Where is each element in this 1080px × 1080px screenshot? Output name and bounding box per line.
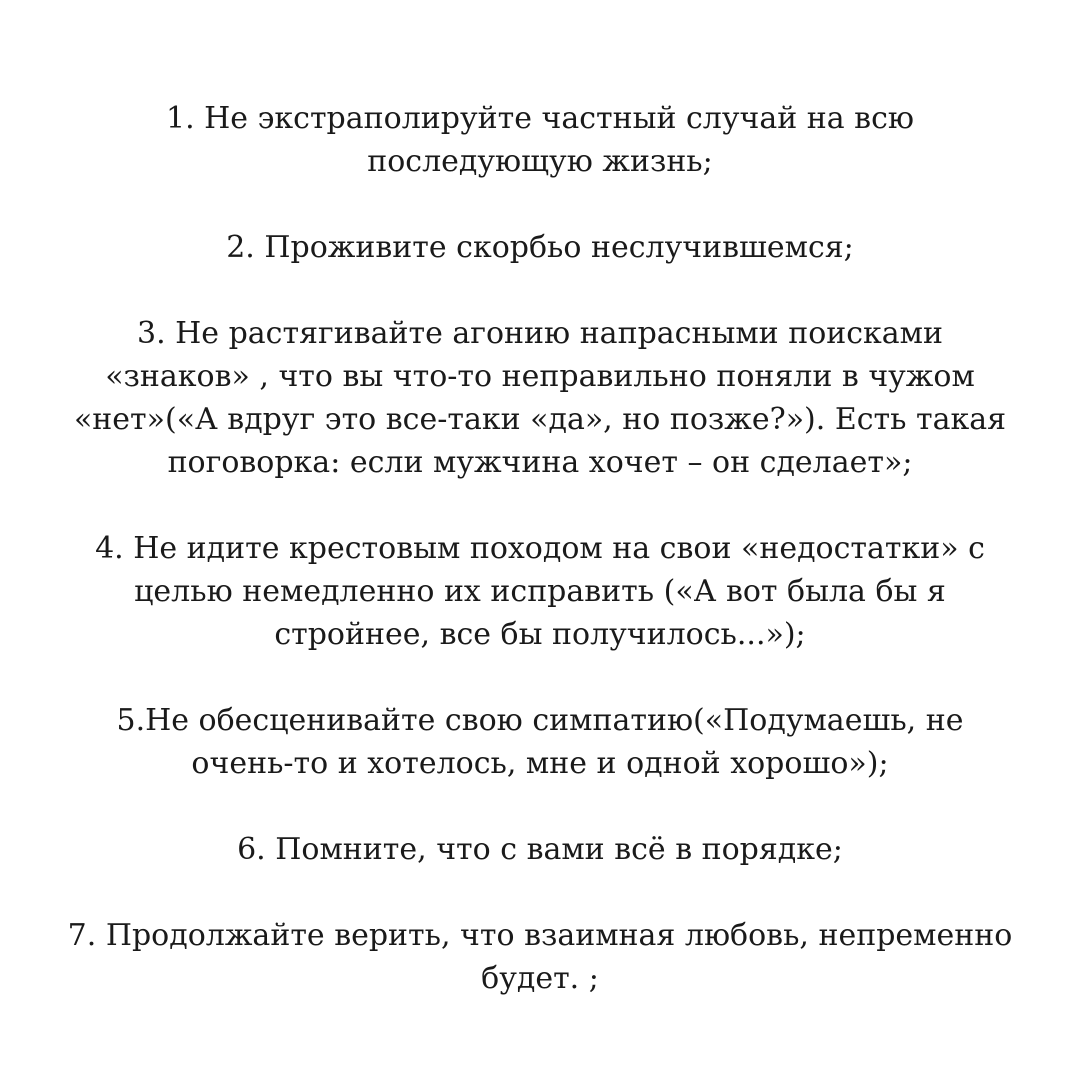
text-line: 2. Проживите скорбьо неслучившемся; bbox=[226, 230, 854, 265]
list-item-3 bbox=[60, 312, 1020, 484]
text-line: 4. Не идите крестовым походом на свои «недостатки» с bbox=[95, 531, 985, 566]
text-line: 3. Не растягивайте агонию напрасными поисками bbox=[136, 316, 944, 351]
text-line: стройнее, все бы получилось...»); bbox=[274, 617, 806, 652]
list-item-2 bbox=[60, 226, 1020, 269]
text-line: 7. Продолжайте верить, что взаимная любовь, непременно bbox=[67, 918, 1013, 953]
text-line: «нет»(«А вдруг это все-таки «да», но позже?»). Есть такая bbox=[73, 402, 1007, 437]
document-body bbox=[60, 97, 1020, 1000]
list-item-7 bbox=[60, 914, 1020, 1000]
list-item-5 bbox=[60, 699, 1020, 785]
text-line: последующую жизнь; bbox=[367, 144, 713, 179]
text-line: целью немедленно их исправить («А вот была бы я bbox=[134, 574, 946, 609]
text-line: поговорка: если мужчина хочет – он сделает»; bbox=[167, 445, 913, 480]
text-line: 1. Не экстраполируйте частный случай на всю bbox=[165, 101, 914, 136]
text-line: будет. ; bbox=[481, 961, 599, 996]
text-line: 5.Не обесценивайте свою симпатию(«Подумаешь, не bbox=[116, 703, 964, 738]
list-item-4 bbox=[60, 527, 1020, 656]
text-line: «знаков» , что вы что-то неправильно поняли в чужом bbox=[105, 359, 975, 394]
text-line: очень-то и хотелось, мне и одной хорошо»); bbox=[191, 746, 889, 781]
list-item-6 bbox=[60, 828, 1020, 871]
list-item-1 bbox=[60, 97, 1020, 183]
text-line: 6. Помните, что с вами всё в порядке; bbox=[237, 832, 843, 867]
